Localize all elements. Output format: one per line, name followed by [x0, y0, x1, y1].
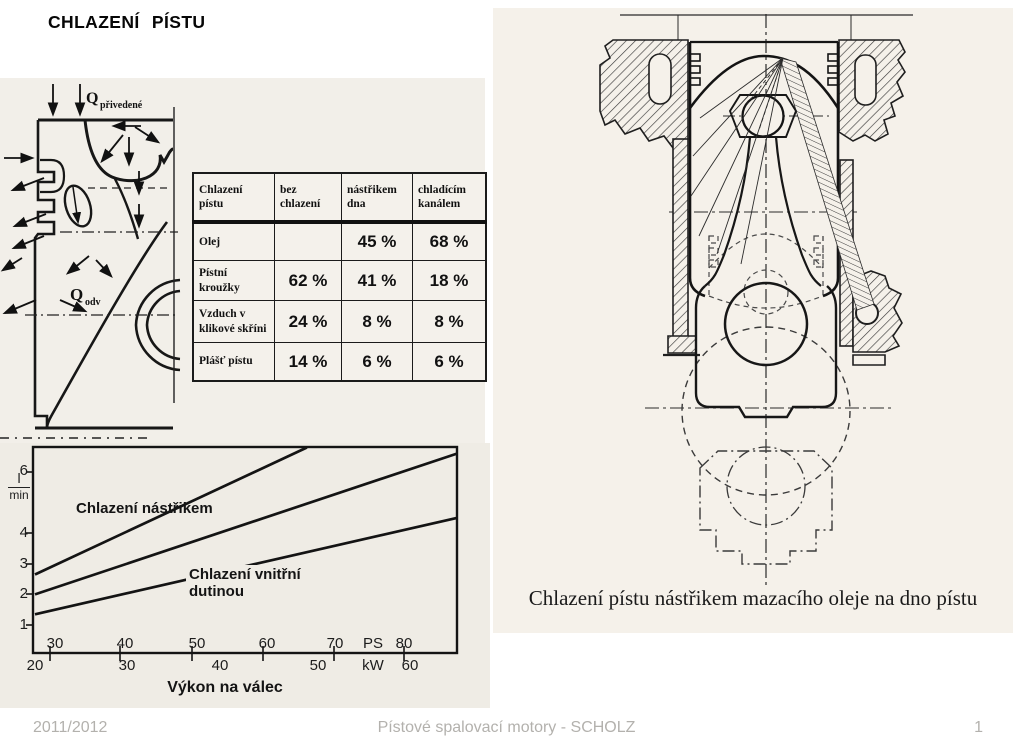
q-out-label: Q — [70, 285, 84, 304]
col-header: bez chlazení — [275, 173, 342, 222]
engine-drawing-panel — [493, 8, 1013, 633]
row-label: Olej — [193, 222, 275, 261]
x-tick-ps: 80 — [395, 635, 413, 652]
x-tick-ps: 40 — [116, 635, 134, 652]
cell-value: 68 % — [413, 222, 487, 261]
col-header: nástřikem dna — [342, 173, 413, 222]
series-label-nastrikem: Chlazení nástřikem — [76, 500, 213, 517]
table-row — [193, 261, 486, 301]
y-unit-numerator: l — [17, 470, 21, 486]
cell-value: 18 % — [413, 261, 487, 301]
x-tick-kw: 40 — [211, 657, 229, 674]
y-tick-label: 4 — [19, 524, 28, 541]
x-tick-kw: 30 — [118, 657, 136, 674]
y-tick-label: 3 — [19, 555, 28, 572]
y-tick-label: 2 — [19, 585, 28, 602]
footer-course-name: Pístové spalovací motory - SCHOLZ — [377, 719, 636, 736]
y-tick-label: 6 — [19, 462, 28, 479]
cell-value: 62 % — [275, 261, 342, 301]
x-tick-kw: 20 — [26, 657, 44, 674]
cell-value — [275, 222, 342, 261]
x-tick-ps: 60 — [258, 635, 276, 652]
cell-value: 6 % — [342, 343, 413, 382]
engine-cross-section-drawing — [493, 8, 1013, 633]
cell-value: 41 % — [342, 261, 413, 301]
diagram-reference-lines — [0, 107, 178, 438]
row-label: Pístní kroužky — [193, 261, 275, 301]
q-in-label: Q — [86, 90, 99, 107]
table-row — [193, 343, 486, 382]
x-axis-title: Výkon na válec — [167, 679, 283, 696]
x-tick-kw: 60 — [401, 657, 419, 674]
table-header-row — [193, 173, 486, 222]
footer-school-year: 2011/2012 — [33, 719, 108, 736]
row-label: Vzduch v klikové skříni — [193, 301, 275, 343]
x-axis-unit-kw: kW — [362, 657, 384, 674]
y-unit-denominator: min — [9, 488, 29, 503]
y-axis-unit — [4, 471, 34, 503]
table-row — [193, 301, 486, 343]
x-tick-ps: 30 — [46, 635, 64, 652]
x-axis-unit-ps: PS — [362, 635, 383, 652]
cell-value: 8 % — [342, 301, 413, 343]
footer-page-number: 1 — [974, 719, 983, 736]
cell-value: 24 % — [275, 301, 342, 343]
y-tick-label: 1 — [19, 616, 28, 633]
row-label: Plášť pístu — [193, 343, 275, 382]
cell-value: 8 % — [413, 301, 487, 343]
flow-chart-panel — [0, 443, 490, 708]
q-in-subscript: přivedené — [100, 100, 143, 111]
cooling-table — [192, 172, 487, 382]
q-out-subscript: odv — [85, 297, 101, 308]
cell-value: 6 % — [413, 343, 487, 382]
col-header: Chlazení pístu — [193, 173, 275, 222]
table-row — [193, 222, 486, 261]
col-header: chladícím kanálem — [413, 173, 487, 222]
drawing-caption: Chlazení pístu nástřikem mazacího oleje na dno pístu — [528, 586, 978, 610]
piston-outline-icon — [35, 120, 180, 428]
x-tick-kw: 50 — [309, 657, 327, 674]
cell-value: 45 % — [342, 222, 413, 261]
heat-flow-arrows-icon — [3, 84, 158, 313]
page-title: CHLAZENÍ PÍSTU — [48, 12, 206, 32]
x-tick-ps: 70 — [326, 635, 344, 652]
series-label-vnitrni-dutinou: Chlazení vnitřní dutinou — [186, 565, 344, 601]
cell-value: 14 % — [275, 343, 342, 382]
x-tick-ps: 50 — [188, 635, 206, 652]
